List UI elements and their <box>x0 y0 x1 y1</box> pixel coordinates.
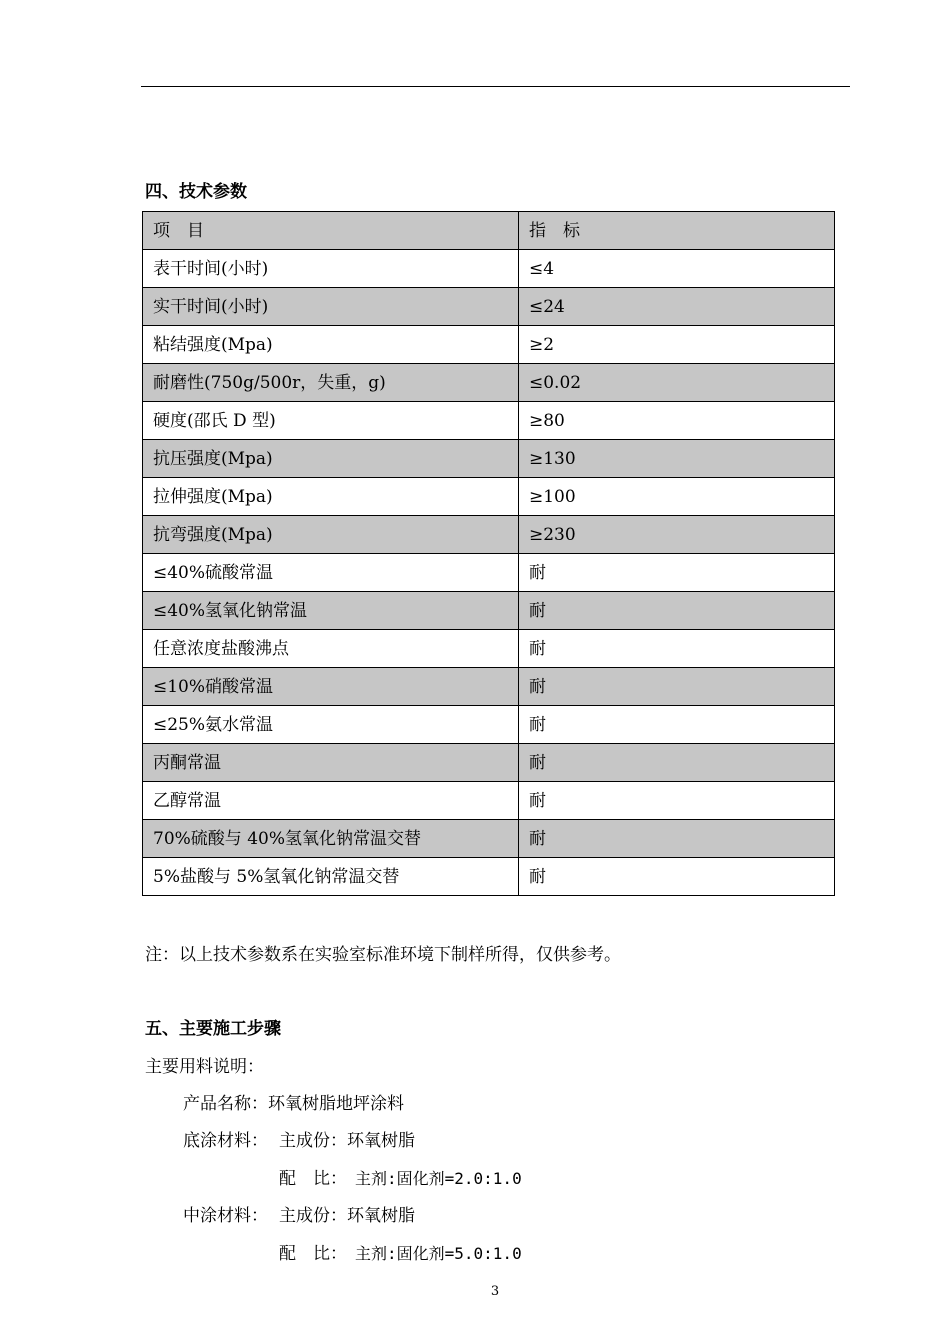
header-index: 指 标 <box>519 212 835 250</box>
table-row <box>143 744 835 782</box>
table-row <box>143 250 835 288</box>
table-row <box>143 668 835 706</box>
table-row <box>143 440 835 478</box>
mid-coat-main: 主成份：环氧树脂 <box>279 1206 415 1226</box>
table-row <box>143 364 835 402</box>
param-item-cell: 5%盐酸与 5%氢氧化钠常温交替 <box>143 858 519 896</box>
param-item-cell: 硬度(邵氏 D 型) <box>143 402 519 440</box>
table-row <box>143 706 835 744</box>
table-row <box>143 554 835 592</box>
param-item-cell: 粘结强度(Mpa) <box>143 326 519 364</box>
page-number: 3 <box>490 1284 500 1299</box>
param-value-cell: 耐 <box>519 630 835 668</box>
param-item-cell: ≤40%硫酸常温 <box>143 554 519 592</box>
mid-coat-ratio-label: 配 比： <box>279 1244 347 1264</box>
param-item-cell: 70%硫酸与 40%氢氧化钠常温交替 <box>143 820 519 858</box>
section-4-heading: 四、技术参数 <box>145 182 247 202</box>
param-item-cell: ≤10%硝酸常温 <box>143 668 519 706</box>
table-row <box>143 820 835 858</box>
param-value-cell: ≤24 <box>519 288 835 326</box>
param-value-cell: 耐 <box>519 668 835 706</box>
param-item-cell: 耐磨性(750g/500r，失重，g) <box>143 364 519 402</box>
param-value-cell: ≤0.02 <box>519 364 835 402</box>
mid-coat-label: 中涂材料： <box>183 1206 268 1226</box>
technical-parameters-table <box>142 211 835 896</box>
param-value-cell: 耐 <box>519 820 835 858</box>
param-value-cell: 耐 <box>519 592 835 630</box>
param-item-cell: 抗压强度(Mpa) <box>143 440 519 478</box>
table-row <box>143 516 835 554</box>
table-row <box>143 782 835 820</box>
param-value-cell: ≥230 <box>519 516 835 554</box>
base-coat-main: 主成份：环氧树脂 <box>279 1131 415 1151</box>
table-row <box>143 592 835 630</box>
param-value-cell: ≥100 <box>519 478 835 516</box>
param-item-cell: ≤40%氢氧化钠常温 <box>143 592 519 630</box>
section-5-heading: 五、主要施工步骤 <box>145 1019 281 1039</box>
table-row <box>143 326 835 364</box>
table-row <box>143 478 835 516</box>
table-row <box>143 402 835 440</box>
base-coat-ratio-label: 配 比： <box>279 1169 347 1189</box>
param-value-cell: ≥130 <box>519 440 835 478</box>
param-value-cell: ≤4 <box>519 250 835 288</box>
product-name-line: 产品名称：环氧树脂地坪涂料 <box>183 1094 404 1114</box>
header-item: 项 目 <box>143 212 519 250</box>
base-coat-label: 底涂材料： <box>183 1131 268 1151</box>
param-value-cell: ≥80 <box>519 402 835 440</box>
param-item-cell: 抗弯强度(Mpa) <box>143 516 519 554</box>
param-value-cell: 耐 <box>519 554 835 592</box>
base-coat-ratio: 主剂:固化剂=2.0:1.0 <box>355 1169 522 1188</box>
param-item-cell: 拉伸强度(Mpa) <box>143 478 519 516</box>
note-text: 注：以上技术参数系在实验室标准环境下制样所得，仅供参考。 <box>145 945 621 965</box>
param-item-cell: 乙醇常温 <box>143 782 519 820</box>
param-item-cell: 表干时间(小时) <box>143 250 519 288</box>
param-value-cell: ≥2 <box>519 326 835 364</box>
param-value-cell: 耐 <box>519 858 835 896</box>
table-row <box>143 288 835 326</box>
table-header-row <box>143 212 835 250</box>
param-value-cell: 耐 <box>519 744 835 782</box>
param-item-cell: 任意浓度盐酸沸点 <box>143 630 519 668</box>
table-row <box>143 858 835 896</box>
param-item-cell: ≤25%氨水常温 <box>143 706 519 744</box>
materials-intro: 主要用料说明： <box>145 1057 264 1077</box>
mid-coat-ratio: 主剂:固化剂=5.0:1.0 <box>355 1244 522 1263</box>
param-item-cell: 实干时间(小时) <box>143 288 519 326</box>
param-value-cell: 耐 <box>519 706 835 744</box>
header-rule <box>141 86 850 87</box>
table-row <box>143 630 835 668</box>
param-item-cell: 丙酮常温 <box>143 744 519 782</box>
param-value-cell: 耐 <box>519 782 835 820</box>
